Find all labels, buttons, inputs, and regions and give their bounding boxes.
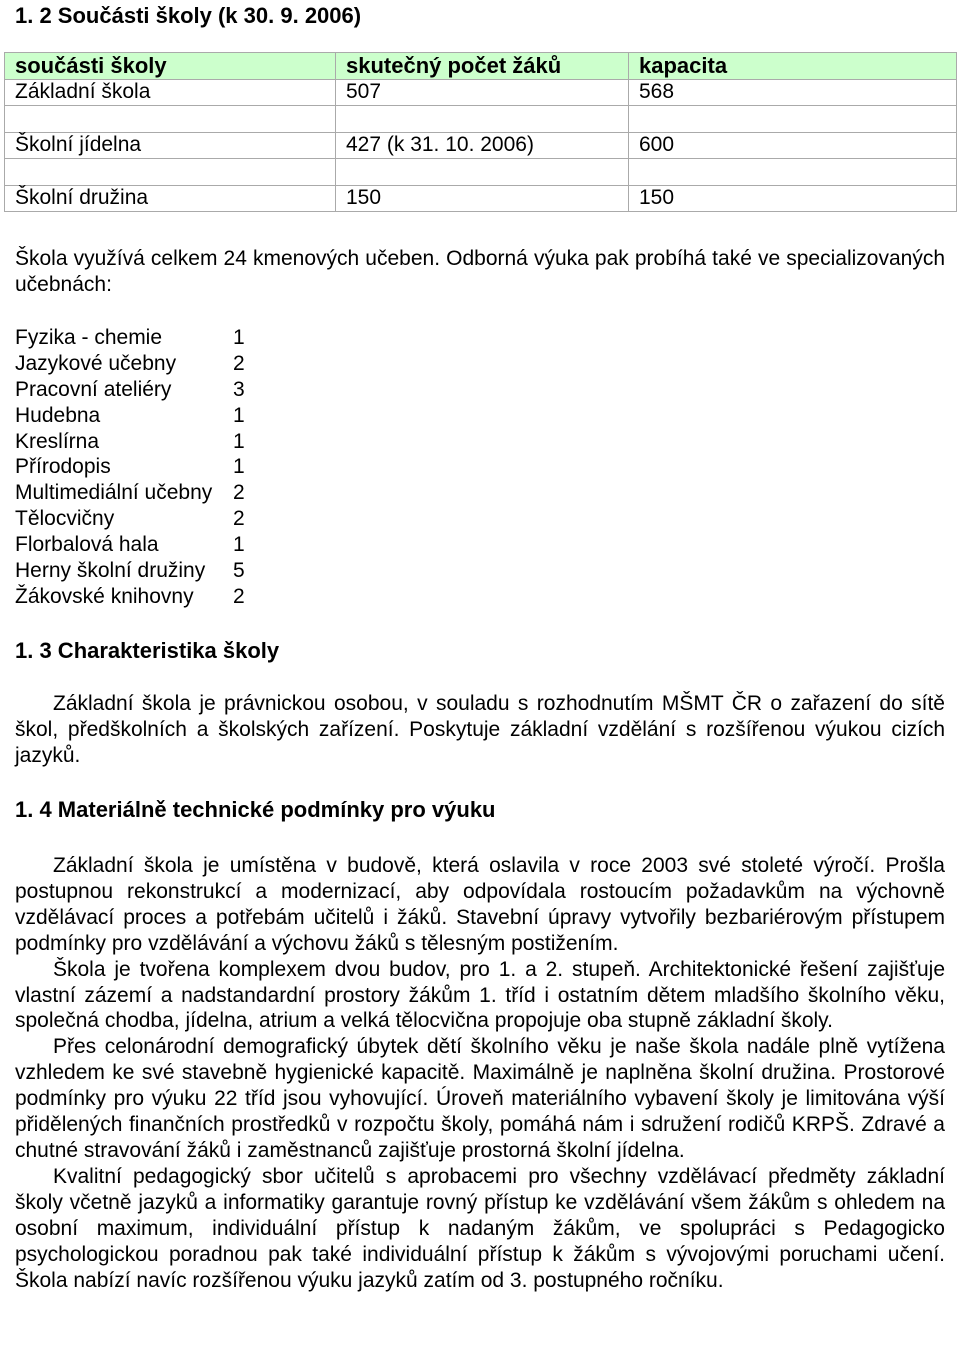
room-name: Herny školní družiny: [15, 559, 206, 583]
room-name: Přírodopis: [15, 455, 111, 479]
room-name: Jazykové učebny: [15, 351, 177, 375]
room-count: 1: [233, 429, 245, 453]
table-row: [5, 106, 957, 133]
room-count: 2: [233, 507, 245, 531]
room-name: Hudebna: [15, 403, 101, 427]
list-item: [15, 377, 263, 403]
table-cell: 600: [629, 132, 957, 159]
header-cell: skutečný počet žáků: [336, 53, 629, 80]
table-row: [5, 185, 957, 212]
characteristics-paragraph: Základní škola je právnickou osobou, v souladu s rozhodnutím MŠMT ČR o zařazení do sítě škol, předškolních a školských zařízení. Poskytuje základní vzdělání s rozšířenou výukou cizích jazyků.: [15, 692, 945, 767]
room-count: 1: [233, 533, 245, 557]
table-cell: 427 (k 31. 10. 2006): [336, 132, 629, 159]
table-cell: 507: [336, 79, 629, 106]
room-count: 5: [233, 559, 245, 583]
room-name: Fyzika - chemie: [15, 326, 163, 349]
table-cell: [336, 106, 629, 133]
paragraph: Kvalitní pedagogický sbor učitelů s aprobacemi pro všechny vzdělávací předměty základní školy včetně jazyků a informatiky garantuje rovný přístup ke vzdělávání všem žákům s ohledem na osobní maximum, individuální přístup k nadaným žákům, ve spolupráci s Pedagogicko psychologickou poradnou pak také individuální přístup k žákům s vývojovými poruchami učení. Škola nabízí navíc rozšířenou výuku jazyků zatím od 3. postupného ročníku.: [15, 1164, 945, 1292]
classrooms-intro-paragraph: Škola využívá celkem 24 kmenových učeben. Odborná výuka pak probíhá také ve specializovaných učebnách:: [15, 247, 945, 296]
list-item: [15, 429, 263, 455]
list-item: [15, 325, 263, 351]
table-row: [5, 132, 957, 159]
section-heading-material-conditions: 1. 4 Materiálně technické podmínky pro výuku: [15, 797, 496, 822]
room-name: Tělocvičny: [15, 507, 115, 531]
list-item: [15, 351, 263, 377]
list-item: [15, 558, 263, 584]
room-count: 3: [233, 377, 245, 401]
room-name: Pracovní ateliéry: [15, 377, 172, 401]
room-count: 1: [233, 455, 245, 479]
list-item: [15, 480, 263, 506]
table-cell: Základní škola: [5, 79, 336, 106]
table-cell: Školní jídelna: [5, 132, 336, 159]
list-item: [15, 454, 263, 480]
list-item: [15, 403, 263, 429]
list-item: [15, 584, 263, 610]
table-cell: [5, 159, 336, 186]
table-cell: [629, 159, 957, 186]
room-name: Multimediální učebny: [15, 481, 213, 505]
table-row: [5, 79, 957, 106]
table-cell: 150: [336, 185, 629, 212]
school-components-table: [4, 52, 957, 212]
section-heading-components: 1. 2 Součásti školy (k 30. 9. 2006): [15, 3, 362, 28]
room-name: Florbalová hala: [15, 533, 159, 557]
room-count: 2: [233, 481, 245, 505]
table-cell: [336, 159, 629, 186]
room-count: 1: [233, 326, 245, 349]
table-cell: 150: [629, 185, 957, 212]
room-count: 2: [233, 584, 245, 608]
room-count: 1: [233, 403, 245, 427]
table-row: [5, 159, 957, 186]
table-header-row: [5, 53, 957, 80]
paragraph: Základní škola je umístěna v budově, která oslavila v roce 2003 své stoleté výročí. Prošla postupnou rekonstrukcí a modernizací, aby odpovídala rostoucím požadavkům na výchovně vzdělávací proces a potřebám učitelů i žáků. Stavební úpravy vytvořily bezbariérovým přístupem podmínky pro vzdělávání a výchovu žáků s tělesným postižením.: [15, 854, 945, 955]
header-cell: kapacita: [629, 53, 957, 80]
paragraph: Škola je tvořena komplexem dvou budov, pro 1. a 2. stupeň. Architektonické řešení zajišťuje vlastní zázemí a nadstandardní prostory žákům 1. tříd i ostatním dětem mladšího školního věku, společná chodba, jídelna, atrium a velká tělocvična propojuje oba stupně základní školy.: [15, 957, 945, 1033]
table-cell: Školní družina: [5, 185, 336, 212]
table-cell: [629, 106, 957, 133]
table-cell: 568: [629, 79, 957, 106]
room-name: Kreslírna: [15, 429, 100, 453]
room-count: 2: [233, 351, 245, 375]
section-heading-characteristics: 1. 3 Charakteristika školy: [15, 638, 280, 663]
header-cell: součásti školy: [5, 53, 336, 80]
material-conditions-text: [15, 853, 945, 1293]
paragraph: Přes celonárodní demografický úbytek dětí školního věku je naše škola nadále plně vytížena vzhledem ke své stavebně hygienické kapacitě. Maximálně je naplněna školní družina. Prostorové podmínky pro výuku 22 tříd jsou vyhovující. Úroveň materiálního vybavení školy je limitována výší přidělených finančních prostředků v rozpočtu školy, pomáhá nám i sdružení rodičů KRPŠ. Zdravé a chutné stravování žáků i zaměstnanců zajišťuje prostorná školní jídelna.: [15, 1035, 945, 1162]
list-item: [15, 532, 263, 558]
room-name: Žákovské knihovny: [15, 584, 194, 608]
list-item: [15, 506, 263, 532]
specialized-classrooms-list: [15, 325, 263, 610]
table-cell: [5, 106, 336, 133]
